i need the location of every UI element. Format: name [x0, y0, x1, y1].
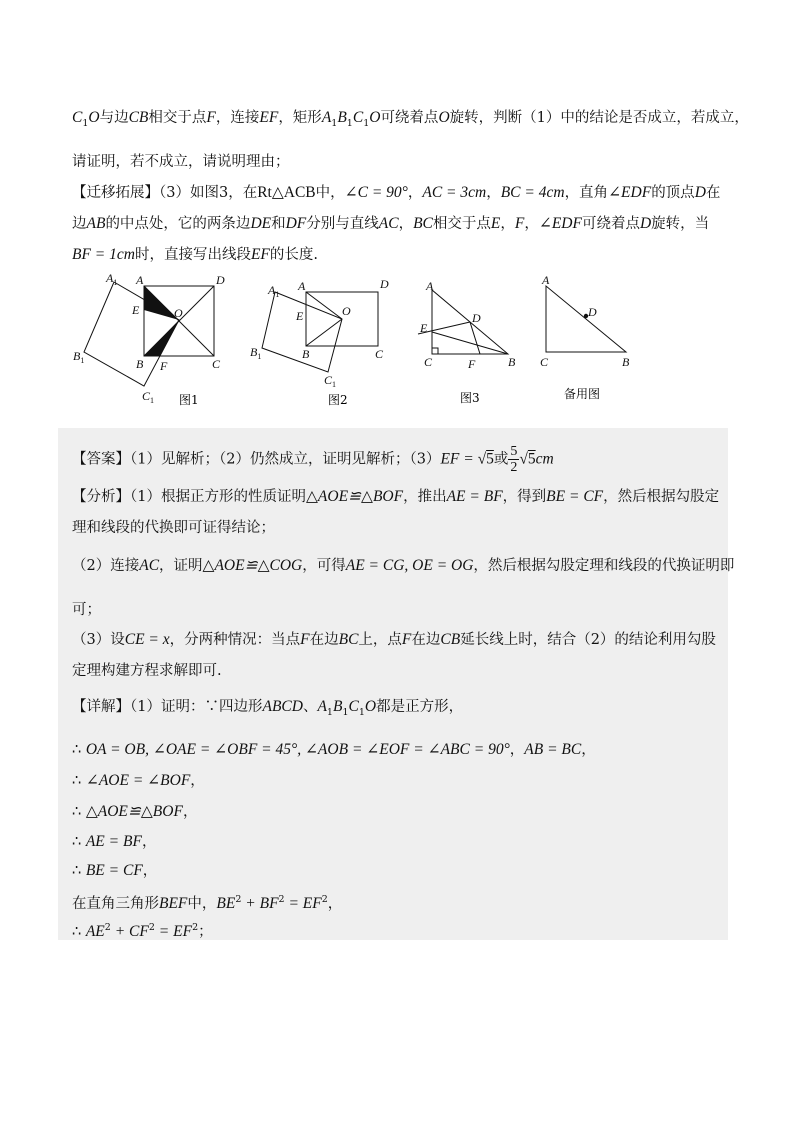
label-f: F [160, 359, 168, 373]
label-d: D [472, 311, 481, 325]
detail-line-4: ∴ △AOE≌△BOF， [72, 803, 198, 820]
detail-line-3: ∴ ∠AOE = ∠BOF， [72, 772, 205, 789]
figure-2 [240, 272, 390, 410]
figure-3-caption: 图3 [460, 391, 480, 405]
answer-line: 【答案】（1）见解析；（2）仍然成立，证明见解析；（3）EF = √5或 $\frac{5}{2}$ √5cm [72, 444, 554, 475]
analysis-line-1: 【分析】（1）根据正方形的性质证明△AOE≌△BOF，推出AE = BF，得到BE = CF，然后根据勾股定 [72, 488, 720, 505]
label-e: E [420, 321, 428, 335]
figure-1-caption: 图1 [179, 393, 199, 407]
detail-line-5: ∴ AE = BF， [72, 833, 157, 850]
label-a1: $A_1$ [106, 272, 118, 287]
label-d: D [380, 277, 389, 291]
analysis-line-3: （2）连接AC，证明△AOE≌△COG，可得AE = CG, OE = OG，然后根据勾股定理和线段的代换证明即 [72, 557, 735, 574]
question-line-4: 边AB的中点处，它的两条边DE和DF分别与直线AC，BC相交于点E，F，∠EDF可绕着点D旋转，当 [72, 215, 710, 232]
figure-2-caption: 图2 [328, 393, 348, 407]
label-e: E [132, 303, 140, 317]
detail-line-7: 在直角三角形BEF中，$BE^2 + BF^2 = EF^2$， [72, 894, 343, 912]
triangle-acb [546, 286, 626, 352]
label-e: E [296, 309, 304, 323]
question-line-3: 【迁移拓展】（3）如图3，在Rt△ACB中，∠C = 90°，AC = 3cm，BC = 4cm，直角∠EDF的顶点D在 [72, 184, 721, 201]
label-b1: $B_1$ [73, 349, 85, 365]
figure-4 [530, 272, 650, 410]
label-o: O [342, 304, 351, 318]
label-c1: $C_1$ [142, 389, 155, 405]
figure-1 [64, 272, 234, 410]
detail-line-6: ∴ BE = CF， [72, 862, 158, 879]
label-c1: $C_1$ [324, 373, 337, 389]
label-a: A [298, 279, 306, 293]
analysis-line-6: 定理构建方程求解即可. [72, 663, 222, 679]
label-b: B [622, 355, 630, 369]
label-c: C [375, 347, 384, 361]
label-d: D [216, 273, 225, 287]
label-a1: $A_1$ [268, 283, 280, 299]
question-line-5: BF = 1cm时，直接写出线段EF的长度. [72, 246, 319, 263]
label-c: C [424, 355, 433, 369]
label-a: A [542, 273, 550, 287]
label-o: O [174, 306, 183, 320]
label-a: A [426, 279, 434, 293]
figure-4-caption: 备用图 [564, 387, 601, 401]
analysis-line-4: 可； [72, 602, 101, 618]
label-d: D [588, 305, 597, 319]
label-f: F [468, 357, 476, 371]
detail-line-2: ∴ OA = OB, ∠OAE = ∠OBF = 45°, ∠AOB = ∠EOF = ∠ABC = 90°，AB = BC， [72, 741, 596, 758]
label-b1: $B_1$ [250, 345, 262, 361]
question-line-2: 请证明，若不成立，请说明理由； [72, 154, 290, 170]
label-c: C [212, 357, 221, 371]
analysis-line-2: 理和线段的代换即可证得结论； [72, 520, 275, 536]
label-c: C [540, 355, 549, 369]
label-b: B [136, 357, 144, 371]
question-line-1: $C_1O$与边CB相交于点F，连接EF，矩形$A_1B_1C_1O$可绕着点O旋转，判断（1）中的结论是否成立，若成立， [72, 109, 749, 129]
detail-line-8: ∴ $AE^2 + CF^2 = EF^2$； [72, 922, 213, 940]
label-a: A [136, 273, 144, 287]
label-b: B [508, 355, 516, 369]
analysis-line-5: （3）设CE = x，分两种情况：当点F在边BC上，点F在边CB延长线上时，结合（2）的结论利用勾股 [72, 631, 716, 648]
figure-3 [408, 272, 528, 410]
detail-line-1: 【详解】（1）证明：∵四边形ABCD、$A_1B_1C_1O$都是正方形， [72, 698, 464, 718]
label-b: B [302, 347, 310, 361]
shaded-triangle-bof [144, 320, 179, 356]
